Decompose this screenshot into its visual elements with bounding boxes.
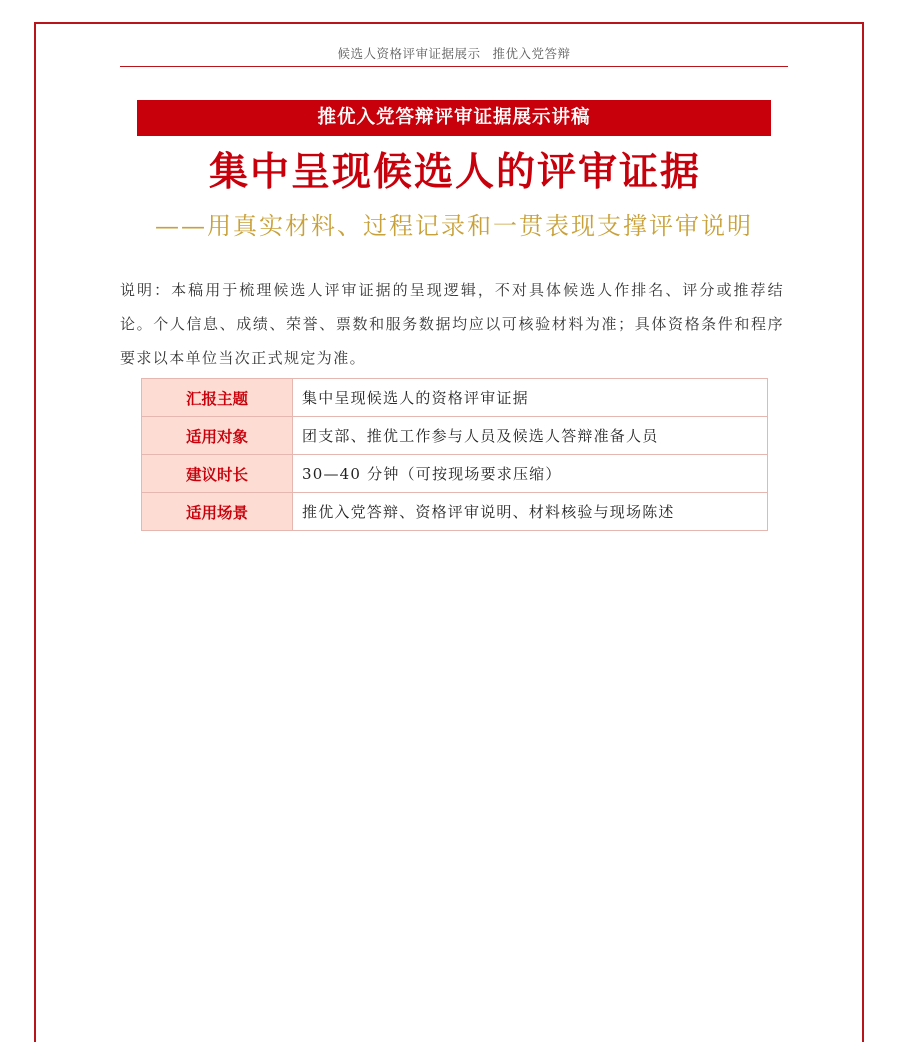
explanatory-note: 说明：本稿用于梳理候选人评审证据的呈现逻辑，不对具体候选人作排名、评分或推荐结论。个人信息、成绩、荣誉、票数和服务数据均应以可核验材料为准；具体资格条件和程序要求以本单位当次正式规定为准。 bbox=[120, 281, 784, 367]
header-rule bbox=[120, 66, 788, 67]
row-value: 30—40 分钟（可按现场要求压缩） bbox=[293, 455, 768, 493]
table-row bbox=[142, 493, 768, 531]
row-value: 团支部、推优工作参与人员及候选人答辩准备人员 bbox=[293, 417, 768, 455]
row-key: 适用场景 bbox=[142, 493, 293, 531]
row-key: 适用对象 bbox=[142, 417, 293, 455]
row-key: 建议时长 bbox=[142, 455, 293, 493]
title-banner: 推优入党答辩评审证据展示讲稿 bbox=[137, 100, 771, 136]
table-row bbox=[142, 417, 768, 455]
subtitle: ——用真实材料、过程记录和一贯表现支撑评审说明 bbox=[155, 212, 753, 240]
main-title: 集中呈现候选人的评审证据 bbox=[208, 150, 701, 195]
table-row bbox=[142, 379, 768, 417]
table-row bbox=[142, 455, 768, 493]
running-header bbox=[120, 44, 788, 62]
row-value: 推优入党答辩、资格评审说明、材料核验与现场陈述 bbox=[293, 493, 768, 531]
running-header-right: 推优入党答辩 bbox=[492, 46, 571, 61]
info-table bbox=[141, 378, 768, 531]
row-value: 集中呈现候选人的资格评审证据 bbox=[293, 379, 768, 417]
running-header-left: 候选人资格评审证据展示 bbox=[337, 46, 481, 61]
row-key: 汇报主题 bbox=[142, 379, 293, 417]
